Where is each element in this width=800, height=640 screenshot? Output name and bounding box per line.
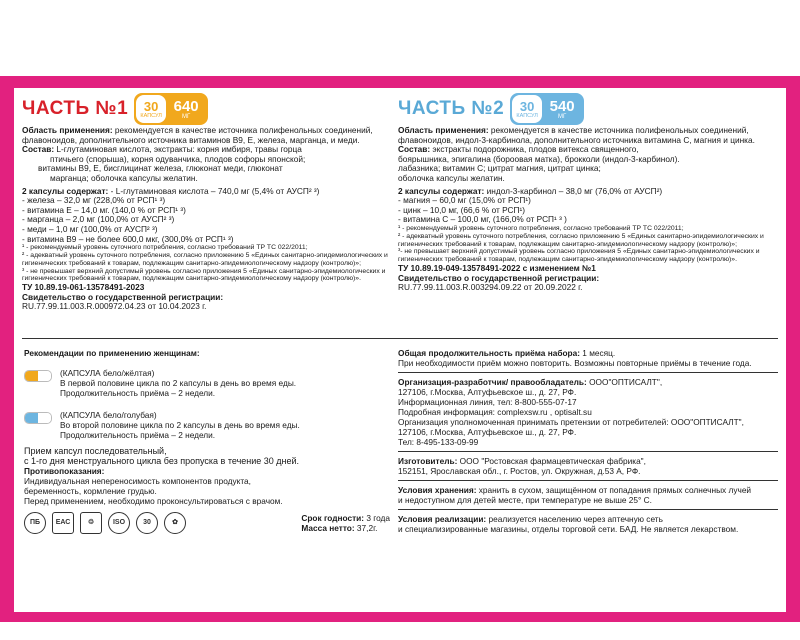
- capsule-yellow-icon: [24, 370, 52, 382]
- part2-nutrient: - магния – 60,0 мг (15,0% от РСП¹): [398, 195, 531, 206]
- developer: Организация-разработчик/ правообладатель: ООО"ОПТИСАЛТ",: [398, 377, 663, 387]
- iso-icon: ISO: [108, 512, 130, 534]
- sale-2: и специализированные магазины, отделы торговой сети. БАД. Не является лекарством.: [398, 524, 739, 534]
- part2-composition-3: лабазника; витамин С; цитрат магния, цитрат цинка;: [398, 163, 601, 174]
- part1-contains: 2 капсулы содержат: - L-глутаминовая кислота – 740,0 мг (5,4% от АУСП² ³): [22, 185, 320, 196]
- pink-band-top: [0, 76, 800, 88]
- part2-cert-label: Свидетельство о государственной регистрации:: [398, 272, 600, 283]
- eac-mark-icon: ЕАС: [52, 512, 74, 534]
- part1-section: [22, 92, 390, 312]
- part2-nutrient: - витамина С – 100,0 мг, (166,0% от РСП¹ ³ ): [398, 214, 567, 225]
- part1-tu: ТУ 10.89.19-061-13578491-2023: [22, 282, 145, 293]
- info-divider: [398, 480, 778, 481]
- yellow-title: (КАПСУЛА бело/жёлтая): [60, 368, 155, 378]
- part2-composition-2: боярышника, эпигалина (бороовая матка), брокколи (индол-3-карбинол).: [398, 153, 680, 164]
- part2-title: ЧАСТЬ №2: [398, 98, 505, 120]
- net-weight: Масса нетто: 37,2г.: [301, 523, 378, 533]
- duration: Общая продолжительность приёма набора: 1 месяц.: [398, 348, 616, 358]
- part1-nutrient: - меди – 1,0 мг (100,0% от АУСП² ³): [22, 223, 158, 234]
- part1-composition: Состав: L-глутаминовая кислота, экстракты: корня имбиря, травы горца: [22, 144, 302, 155]
- sale: Условия реализации: реализуется населению через аптечную сеть: [398, 514, 663, 524]
- storage: Условия хранения: хранить в сухом, защищённом от попадания прямых солнечных лучей: [398, 485, 752, 495]
- yellow-line1: В первой половине цикла по 2 капсулы в день во время еды.: [60, 378, 297, 388]
- part1-title: ЧАСТЬ №1: [22, 98, 129, 120]
- part1-footnote: ² - адекватный уровень суточного потребления, согласно приложению 5 «Единых санитарно-эпидемиологических и гигиенических требований к товарам, подлежащим санитарно-эпидемиологическому надзору (контролю)»;: [22, 251, 388, 267]
- sequence-line1: Прием капсул последовательный,: [24, 446, 167, 456]
- part1-cert-number: RU.77.99.11.003.R.000972.04.23 от 10.04.2023 г.: [22, 301, 207, 312]
- usage-yellow: [24, 368, 390, 398]
- more-info: Подробная информация: complexsw.ru , optisalt.su: [398, 407, 592, 417]
- contra-line1: Индивидуальная непереносимость компонентов продукта,: [24, 476, 251, 486]
- part1-area: Область применения: рекомендуется в качестве источника полифенольных соединений, флавоноидов, дополнительного источника витаминов В9, Е, железа, марганца, и меди.: [22, 125, 373, 145]
- duration-repeat: При необходимости приём можно повторить. Возможны повторные приёмы в течение года.: [398, 358, 752, 368]
- blue-title: (КАПСУЛА бело/голубая): [60, 410, 157, 420]
- herbal-icon: ✿: [164, 512, 186, 534]
- part2-header: [398, 92, 778, 126]
- part2-badge-dose: 540: [549, 97, 575, 115]
- sequence-line2: с 1-го дня менструального цикла без пропуска в течение 30 дней.: [24, 456, 300, 466]
- part2-section: [398, 92, 778, 293]
- blue-line1: Во второй половине цикла по 2 капсулы в день во время еды.: [60, 420, 300, 430]
- hotline: Информационная линия, тел: 8-800-555-07-17: [398, 397, 577, 407]
- part2-contains: 2 капсулы содержат: индол-3-карбинол – 38,0 мг (76,0% от АУСП²): [398, 185, 663, 196]
- usage-blue: [24, 410, 390, 440]
- part1-cert-label: Свидетельство о государственной регистрации:: [22, 291, 224, 302]
- yellow-line2: Продолжительность приёма – 2 недели.: [60, 388, 216, 398]
- part2-footnote: ² - адекватный уровень суточного потребления, согласно приложению 5 «Единых санитарно-эпидемиологических и гигиенических требований к товарам, подлежащим санитарно-эпидемиологическому надзору (контролю)»;: [398, 232, 764, 248]
- info-divider: [398, 451, 778, 452]
- part2-composition: Состав: экстракты подорожника, плодов витекса священного,: [398, 144, 639, 155]
- manufacturer-address: 152151, Ярославская обл., г. Ростов, ул. Окружная, д.53 А, РФ.: [398, 466, 641, 476]
- label-sheet: [14, 88, 786, 612]
- part1-badge-dose: 640: [173, 97, 199, 115]
- pink-band-bottom: [0, 612, 800, 622]
- usage-heading: Рекомендации по применению женщинам:: [24, 348, 200, 358]
- part2-cert-number: RU.77.99.11.003.R.003294.09.22 от 20.09.2022 г.: [398, 282, 583, 293]
- part1-badge-dose-unit: МГ: [182, 113, 191, 120]
- pink-edge-right: [786, 88, 800, 612]
- pb-mark-icon: ПБ: [24, 512, 46, 534]
- part1-composition-3: витамины В9, Е, бисглицинат железа, глюконат меди, глюконат: [38, 163, 283, 174]
- part1-badge-count-unit: КАПСУЛ: [140, 112, 162, 119]
- part1-footnote: ³ - не превышает верхний допустимый уровень согласно приложения 5 «Единых санитарно-эпидемиологических и гигиенических требований к товарам, подлежащим санитарно-эпидемиологическому надзору (контролю)».: [22, 267, 386, 283]
- part2-composition-4: оболочка капсулы желатин.: [398, 172, 505, 183]
- part1-nutrient: - марганца – 2,0 мг (100,0% от АУСП² ³): [22, 214, 175, 225]
- part1-nutrient: - витамина Е – 14,0 мг. (140,0 % от РСП¹ ³): [22, 204, 186, 215]
- part2-badge-count-unit: КАПСУЛ: [516, 112, 538, 119]
- recycle-icon: ♲: [80, 512, 102, 534]
- contra-heading: Противопоказания:: [24, 466, 105, 476]
- storage-2: и недоступном для детей месте, при температуре не выше 25° С.: [398, 495, 652, 505]
- section-divider: [22, 338, 778, 339]
- certification-icons: [24, 512, 186, 534]
- part2-badge-dose-unit: МГ: [558, 113, 567, 120]
- part2-nutrient: - цинк – 10,0 мг, (66,6 % от РСП¹): [398, 204, 526, 215]
- part1-badge-count: 30: [143, 98, 159, 114]
- part1-header: [22, 92, 390, 126]
- part2-footnote: ¹ - рекомендуемый уровень суточного потребления, согласно требований ТР ТС 022/2011;: [398, 224, 684, 232]
- part1-nutrient: - железа – 32,0 мг (228,0% от РСП¹ ³): [22, 195, 166, 206]
- part1-composition-2: птичьего (спорыша), корня одуванчика, плодов софоры японской;: [50, 153, 306, 164]
- pink-edge-left: [0, 88, 14, 612]
- shelf-life: Срок годности: 3 года: [301, 513, 390, 523]
- usage-section: [24, 348, 390, 534]
- part1-footnote: ¹ - рекомендуемый уровень суточного потребления, согласно требований ТР ТС 022/2011;: [22, 244, 308, 252]
- contra-line3: Перед применением, необходимо проконсультироваться с врачом.: [24, 496, 283, 506]
- part2-tu: ТУ 10.89.19-049-13578491-2022 с изменением №1: [398, 262, 596, 273]
- part1-nutrient: - витамина В9 – не более 600,0 мкг, (300,0% от РСП¹ ³): [22, 233, 234, 244]
- claims-address: 127106, г.Москва, Алтуфьевское ш., д. 27, РФ.: [398, 427, 577, 437]
- part2-area: Область применения: рекомендуется в качестве источника полифенольных соединений, флавоноидов, индол-3-карбинола, дополнительного источника витамина С, магния и цинка.: [398, 125, 755, 145]
- part2-footnote: ³- не превышает верхний допустимый уровень согласно приложения 5 «Единых санитарно-эпидемиологических и гигиенических требований к товарам, подлежащим санитарно-эпидемиологическому надзору (контролю)».: [398, 248, 760, 264]
- claims-phone: Тел: 8-495-133-09-99: [398, 437, 479, 447]
- capsule-blue-icon: [24, 412, 52, 424]
- part2-badge: [510, 93, 584, 125]
- part2-badge-count: 30: [519, 98, 535, 114]
- info-divider: [398, 372, 778, 373]
- part1-composition-4: марганца; оболочка капсулы желатин.: [50, 172, 198, 183]
- info-divider: [398, 509, 778, 510]
- blue-line2: Продолжительность приёма – 2 недели.: [60, 430, 216, 440]
- capsule-count-icon: 30: [136, 512, 158, 534]
- part1-badge: [134, 93, 208, 125]
- contra-line2: беременность, кормление грудью.: [24, 486, 157, 496]
- claims: Организация уполномоченная принимать претензии от потребителей: ООО"ОПТИСАЛТ",: [398, 417, 744, 427]
- info-section: [398, 348, 778, 534]
- developer-address: 127106, г.Москва, Алтуфьевское ш., д. 27, РФ.: [398, 387, 577, 397]
- manufacturer: Изготовитель: ООО "Ростовская фармацевтическая фабрика",: [398, 456, 646, 466]
